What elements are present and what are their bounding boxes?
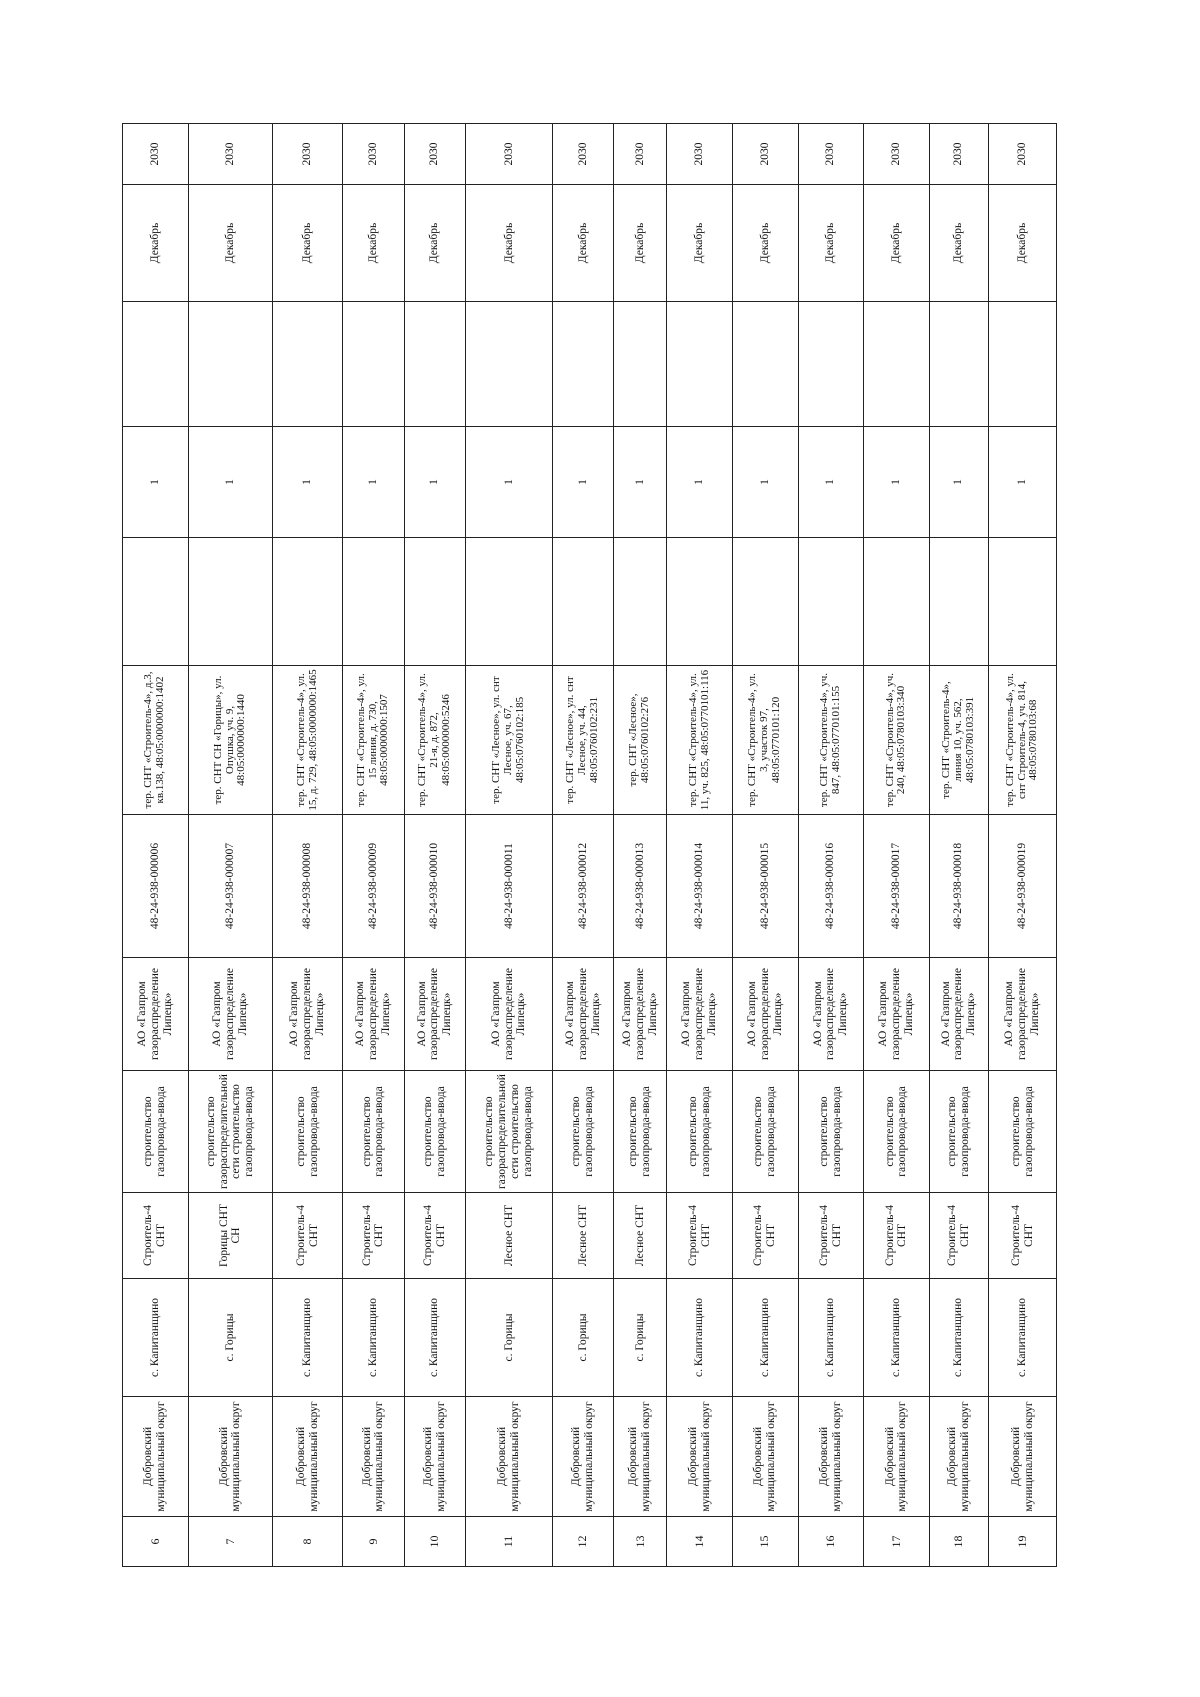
table-row	[466, 124, 553, 1567]
row-number: 11	[466, 1517, 553, 1567]
organization-cell: АО «Газпром газораспределение Липецк»	[404, 958, 465, 1071]
object-name-cell: Строитель-4 СНТ	[123, 1193, 189, 1279]
table-row	[929, 124, 988, 1567]
row-number: 10	[404, 1517, 465, 1567]
table-row	[989, 124, 1057, 1567]
registry-code-cell: 48-24-938-000016	[798, 815, 864, 958]
rotated-table-wrapper	[122, 134, 1057, 1567]
row-number: 18	[929, 1517, 988, 1567]
address-cell: тер. СНТ «Строитель-4», ул. 21-я, д. 872, 48:05:0000000:5246	[404, 666, 465, 815]
table-row	[343, 124, 404, 1567]
settlement-cell: с. Капитанщино	[343, 1279, 404, 1397]
empty-cell	[123, 302, 189, 427]
address-cell: тер. СНТ «Строитель-4», уч. 240, 48:05:0780103:340	[864, 666, 930, 815]
address-cell: тер. СНТ «Строитель-4», д.3, кв.138, 48:05:0000000:1402	[123, 666, 189, 815]
address-cell: тер. СНТ «Строитель-4», ул. 11, уч. 825, 48:05:0770101:116	[667, 666, 733, 815]
address-cell: тер. СНТ «Строитель-4», уч. 847, 48:05:0770101:155	[798, 666, 864, 815]
settlement-cell: с. Капитанщино	[798, 1279, 864, 1397]
empty-cell	[188, 538, 273, 666]
object-name-cell: Строитель-4 СНТ	[989, 1193, 1057, 1279]
registry-code-cell: 48-24-938-000010	[404, 815, 465, 958]
empty-cell	[732, 538, 798, 666]
month-cell: Декабрь	[404, 185, 465, 302]
district-cell: Добровский муниципальный округ	[614, 1397, 667, 1517]
object-name-cell: Строитель-4 СНТ	[798, 1193, 864, 1279]
settlement-cell: с. Горицы	[188, 1279, 273, 1397]
year-cell: 2030	[614, 124, 667, 185]
row-number: 16	[798, 1517, 864, 1567]
empty-cell	[614, 538, 667, 666]
registry-code-cell: 48-24-938-000019	[989, 815, 1057, 958]
registry-code-cell: 48-24-938-000007	[188, 815, 273, 958]
count-cell: 1	[343, 427, 404, 538]
district-cell: Добровский муниципальный округ	[929, 1397, 988, 1517]
registry-code-cell: 48-24-938-000014	[667, 815, 733, 958]
settlement-cell: с. Капитанщино	[989, 1279, 1057, 1397]
empty-cell	[404, 302, 465, 427]
address-cell: тер. СНТ «Строитель-4», ул. 3, участок 97, 48:05:0770101:120	[732, 666, 798, 815]
count-cell: 1	[404, 427, 465, 538]
work-type-cell: строительство газопровода-ввода	[614, 1071, 667, 1193]
month-cell: Декабрь	[989, 185, 1057, 302]
row-number: 12	[552, 1517, 613, 1567]
row-number: 14	[667, 1517, 733, 1567]
registry-code-cell: 48-24-938-000008	[273, 815, 343, 958]
year-cell: 2030	[989, 124, 1057, 185]
month-cell: Декабрь	[552, 185, 613, 302]
district-cell: Добровский муниципальный округ	[732, 1397, 798, 1517]
empty-cell	[798, 302, 864, 427]
work-type-cell: строительство газопровода-ввода	[864, 1071, 930, 1193]
work-type-cell: строительство газопровода-ввода	[343, 1071, 404, 1193]
row-number: 13	[614, 1517, 667, 1567]
table-row	[667, 124, 733, 1567]
count-cell: 1	[732, 427, 798, 538]
empty-cell	[466, 302, 553, 427]
empty-cell	[552, 302, 613, 427]
district-cell: Добровский муниципальный округ	[404, 1397, 465, 1517]
district-cell: Добровский муниципальный округ	[667, 1397, 733, 1517]
district-cell: Добровский муниципальный округ	[552, 1397, 613, 1517]
row-number: 8	[273, 1517, 343, 1567]
month-cell: Декабрь	[667, 185, 733, 302]
count-cell: 1	[667, 427, 733, 538]
object-name-cell: Строитель-4 СНТ	[404, 1193, 465, 1279]
table-body	[123, 124, 1057, 1567]
year-cell: 2030	[798, 124, 864, 185]
settlement-cell: с. Капитанщино	[864, 1279, 930, 1397]
object-name-cell: Лесное СНТ	[552, 1193, 613, 1279]
table-row	[273, 124, 343, 1567]
object-name-cell: Строитель-4 СНТ	[667, 1193, 733, 1279]
organization-cell: АО «Газпром газораспределение Липецк»	[732, 958, 798, 1071]
registry-code-cell: 48-24-938-000009	[343, 815, 404, 958]
year-cell: 2030	[123, 124, 189, 185]
address-cell: тер. СНТ «Строитель-4», линия 10, уч. 562, 48:05:0780103:391	[929, 666, 988, 815]
count-cell: 1	[188, 427, 273, 538]
count-cell: 1	[552, 427, 613, 538]
month-cell: Декабрь	[273, 185, 343, 302]
object-name-cell: Строитель-4 СНТ	[929, 1193, 988, 1279]
row-number: 17	[864, 1517, 930, 1567]
registry-code-cell: 48-24-938-000015	[732, 815, 798, 958]
object-name-cell: Горицы СНТ СН	[188, 1193, 273, 1279]
work-type-cell: строительство газопровода-ввода	[798, 1071, 864, 1193]
organization-cell: АО «Газпром газораспределение Липецк»	[123, 958, 189, 1071]
district-cell: Добровский муниципальный округ	[466, 1397, 553, 1517]
year-cell: 2030	[343, 124, 404, 185]
year-cell: 2030	[273, 124, 343, 185]
settlement-cell: с. Капитанщино	[929, 1279, 988, 1397]
registry-code-cell: 48-24-938-000011	[466, 815, 553, 958]
month-cell: Декабрь	[732, 185, 798, 302]
row-number: 7	[188, 1517, 273, 1567]
settlement-cell: с. Капитанщино	[123, 1279, 189, 1397]
year-cell: 2030	[864, 124, 930, 185]
work-type-cell: строительство газопровода-ввода	[552, 1071, 613, 1193]
address-cell: тер. СНТ «Лесное», ул. снт Лесное, уч. 44, 48:05:0760102:231	[552, 666, 613, 815]
empty-cell	[273, 302, 343, 427]
work-type-cell: строительство газопровода-ввода	[404, 1071, 465, 1193]
settlement-cell: с. Горицы	[614, 1279, 667, 1397]
registry-code-cell: 48-24-938-000006	[123, 815, 189, 958]
empty-cell	[466, 538, 553, 666]
district-cell: Добровский муниципальный округ	[188, 1397, 273, 1517]
table-row	[404, 124, 465, 1567]
table-row	[798, 124, 864, 1567]
organization-cell: АО «Газпром газораспределение Липецк»	[798, 958, 864, 1071]
table-row	[732, 124, 798, 1567]
month-cell: Декабрь	[123, 185, 189, 302]
month-cell: Декабрь	[864, 185, 930, 302]
work-type-cell: строительство газопровода-ввода	[989, 1071, 1057, 1193]
registry-code-cell: 48-24-938-000013	[614, 815, 667, 958]
empty-cell	[798, 538, 864, 666]
address-cell: тер. СНТ «Строитель-4», ул. 15 линия, д. 730, 48:05:0000000:1507	[343, 666, 404, 815]
settlement-cell: с. Горицы	[552, 1279, 613, 1397]
district-cell: Добровский муниципальный округ	[798, 1397, 864, 1517]
count-cell: 1	[614, 427, 667, 538]
organization-cell: АО «Газпром газораспределение Липецк»	[667, 958, 733, 1071]
registry-code-cell: 48-24-938-000018	[929, 815, 988, 958]
table-row	[552, 124, 613, 1567]
count-cell: 1	[989, 427, 1057, 538]
settlement-cell: с. Горицы	[466, 1279, 553, 1397]
empty-cell	[667, 538, 733, 666]
address-cell: тер. СНТ «Строитель-4», ул. снт Строитель-4, уч. 814, 48:05:0780103:68	[989, 666, 1057, 815]
empty-cell	[552, 538, 613, 666]
organization-cell: АО «Газпром газораспределение Липецк»	[188, 958, 273, 1071]
empty-cell	[343, 538, 404, 666]
year-cell: 2030	[188, 124, 273, 185]
address-cell: тер. СНТ СН «Горицы», ул. Опушка, уч. 9, 48:05:0000000:1440	[188, 666, 273, 815]
empty-cell	[188, 302, 273, 427]
settlement-cell: с. Капитанщино	[404, 1279, 465, 1397]
organization-cell: АО «Газпром газораспределение Липецк»	[929, 958, 988, 1071]
object-name-cell: Строитель-4 СНТ	[732, 1193, 798, 1279]
district-cell: Добровский муниципальный округ	[864, 1397, 930, 1517]
count-cell: 1	[273, 427, 343, 538]
count-cell: 1	[466, 427, 553, 538]
empty-cell	[123, 538, 189, 666]
settlement-cell: с. Капитанщино	[667, 1279, 733, 1397]
empty-cell	[667, 302, 733, 427]
table-row	[614, 124, 667, 1567]
row-number: 9	[343, 1517, 404, 1567]
empty-cell	[343, 302, 404, 427]
address-cell: тер. СНТ «Лесное», ул. снт Лесное, уч. 67, 48:05:0760102:185	[466, 666, 553, 815]
empty-cell	[273, 538, 343, 666]
empty-cell	[404, 538, 465, 666]
empty-cell	[989, 302, 1057, 427]
count-cell: 1	[864, 427, 930, 538]
year-cell: 2030	[732, 124, 798, 185]
year-cell: 2030	[929, 124, 988, 185]
registry-code-cell: 48-24-938-000017	[864, 815, 930, 958]
year-cell: 2030	[552, 124, 613, 185]
work-type-cell: строительство газопровода-ввода	[123, 1071, 189, 1193]
work-type-cell: строительство газопровода-ввода	[929, 1071, 988, 1193]
empty-cell	[732, 302, 798, 427]
district-cell: Добровский муниципальный округ	[123, 1397, 189, 1517]
district-cell: Добровский муниципальный округ	[989, 1397, 1057, 1517]
address-cell: тер. СНТ «Лесное», 48:05:0760102:276	[614, 666, 667, 815]
district-cell: Добровский муниципальный округ	[273, 1397, 343, 1517]
row-number: 15	[732, 1517, 798, 1567]
table-row	[123, 124, 189, 1567]
district-cell: Добровский муниципальный округ	[343, 1397, 404, 1517]
organization-cell: АО «Газпром газораспределение Липецк»	[343, 958, 404, 1071]
object-name-cell: Лесное СНТ	[466, 1193, 553, 1279]
work-type-cell: строительство газопровода-ввода	[732, 1071, 798, 1193]
month-cell: Декабрь	[343, 185, 404, 302]
year-cell: 2030	[466, 124, 553, 185]
settlement-cell: с. Капитанщино	[273, 1279, 343, 1397]
table-row	[188, 124, 273, 1567]
year-cell: 2030	[404, 124, 465, 185]
empty-cell	[929, 302, 988, 427]
empty-cell	[614, 302, 667, 427]
month-cell: Декабрь	[798, 185, 864, 302]
month-cell: Декабрь	[614, 185, 667, 302]
table-row	[864, 124, 930, 1567]
settlement-cell: с. Капитанщино	[732, 1279, 798, 1397]
work-type-cell: строительство газораспределительной сети строительство газопровода-ввода	[466, 1071, 553, 1193]
month-cell: Декабрь	[188, 185, 273, 302]
count-cell: 1	[123, 427, 189, 538]
organization-cell: АО «Газпром газораспределение Липецк»	[989, 958, 1057, 1071]
organization-cell: АО «Газпром газораспределение Липецк»	[552, 958, 613, 1071]
work-type-cell: строительство газораспределительной сети строительство газопровода-ввода	[188, 1071, 273, 1193]
object-name-cell: Лесное СНТ	[614, 1193, 667, 1279]
count-cell: 1	[929, 427, 988, 538]
gasification-schedule-table	[122, 123, 1057, 1567]
organization-cell: АО «Газпром газораспределение Липецк»	[614, 958, 667, 1071]
work-type-cell: строительство газопровода-ввода	[667, 1071, 733, 1193]
registry-code-cell: 48-24-938-000012	[552, 815, 613, 958]
object-name-cell: Строитель-4 СНТ	[864, 1193, 930, 1279]
object-name-cell: Строитель-4 СНТ	[343, 1193, 404, 1279]
object-name-cell: Строитель-4 СНТ	[273, 1193, 343, 1279]
empty-cell	[864, 302, 930, 427]
year-cell: 2030	[667, 124, 733, 185]
organization-cell: АО «Газпром газораспределение Липецк»	[864, 958, 930, 1071]
organization-cell: АО «Газпром газораспределение Липецк»	[466, 958, 553, 1071]
empty-cell	[989, 538, 1057, 666]
empty-cell	[864, 538, 930, 666]
row-number: 19	[989, 1517, 1057, 1567]
count-cell: 1	[798, 427, 864, 538]
row-number: 6	[123, 1517, 189, 1567]
work-type-cell: строительство газопровода-ввода	[273, 1071, 343, 1193]
month-cell: Декабрь	[466, 185, 553, 302]
organization-cell: АО «Газпром газораспределение Липецк»	[273, 958, 343, 1071]
month-cell: Декабрь	[929, 185, 988, 302]
address-cell: тер. СНТ «Строитель-4», ул. 15, д. 729, 48:05:0000000:1465	[273, 666, 343, 815]
empty-cell	[929, 538, 988, 666]
